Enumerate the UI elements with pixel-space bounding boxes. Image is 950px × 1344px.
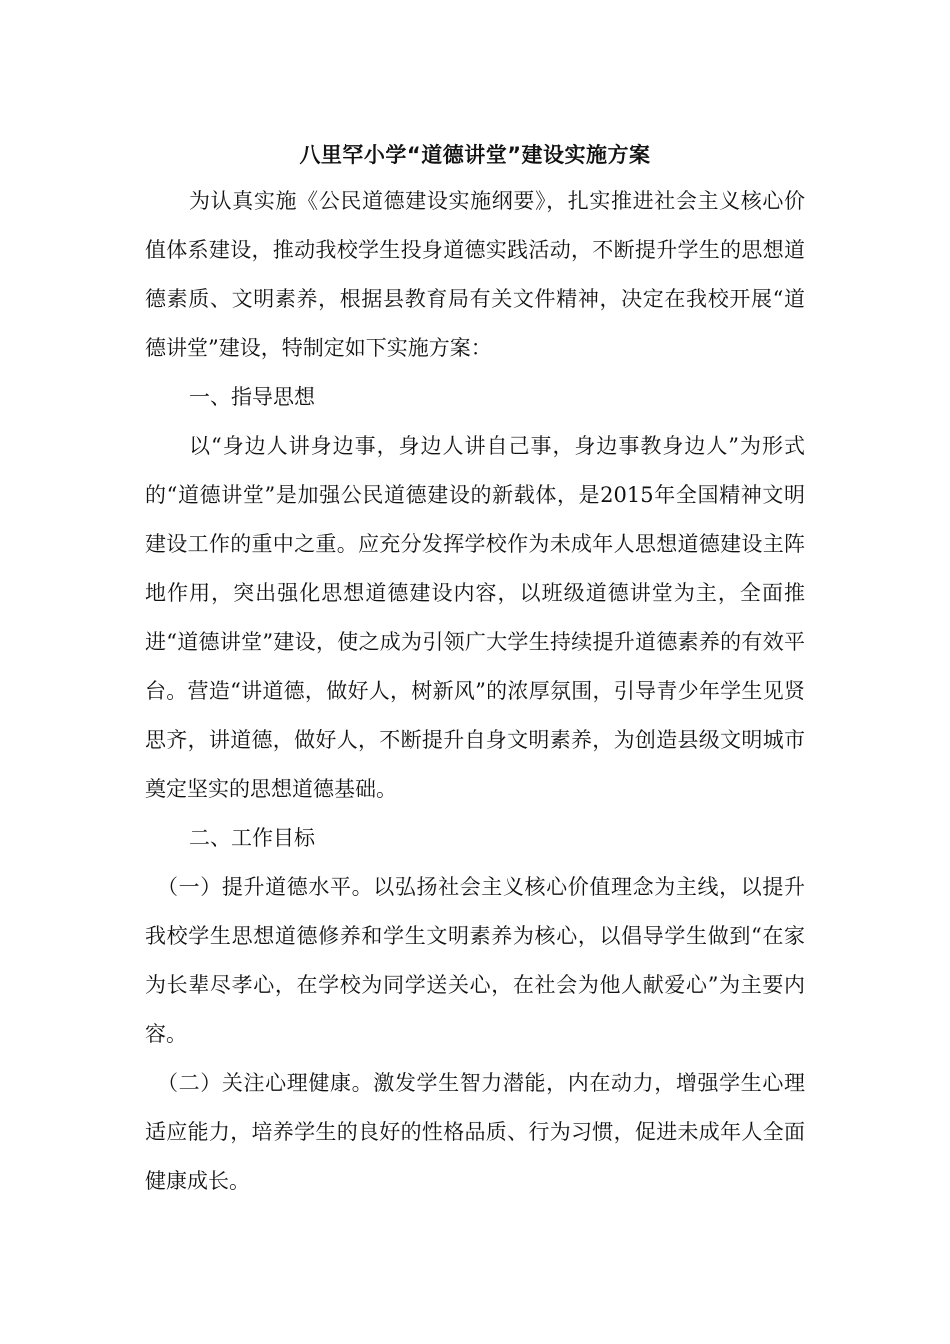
guiding-ideology-paragraph: 以“身边人讲身边事，身边人讲自己事，身边事教身边人”为形式的“道德讲堂”是加强公民道德建设的新载体，是2015年全国精神文明建设工作的重中之重。应充分发挥学校作为未成年人思想道德建设主阵地作用，突出强化思想道德建设内容，以班级道德讲堂为主，全面推进“道德讲堂”建设，使之成为引领广大学生持续提升道德素养的有效平台。营造“讲道德，做好人，树新风”的浓厚氛围，引导青少年学生见贤思齐，讲道德，做好人，不断提升自身文明素养，为创造县级文明城市奠定坚实的思想道德基础。 (145, 434, 805, 801)
goal-item-1: （一）提升道德水平。以弘扬社会主义核心价值理念为主线，以提升我校学生思想道德修养和学生文明素养为核心，以倡导学生做到“在家为长辈尽孝心，在学校为同学送关心，在社会为他人献爱心”为主要内容。 (145, 875, 805, 1046)
section-heading-work-goals: 二、工作目标 (189, 826, 315, 850)
document-body (145, 177, 805, 1206)
goal-item-2: （二）关注心理健康。激发学生智力潜能，内在动力，增强学生心理适应能力，培养学生的良好的性格品质、行为习惯，促进未成年人全面健康成长。 (145, 1071, 805, 1193)
section-heading-guiding-ideology: 一、指导思想 (189, 385, 315, 409)
document-title: 八里罕小学“道德讲堂”建设实施方案 (299, 143, 651, 167)
intro-paragraph: 为认真实施《公民道德建设实施纲要》，扎实推进社会主义核心价值体系建设，推动我校学生投身道德实践活动，不断提升学生的思想道德素质、文明素养，根据县教育局有关文件精神，决定在我校开展“道德讲堂”建设，特制定如下实施方案： (145, 189, 805, 360)
